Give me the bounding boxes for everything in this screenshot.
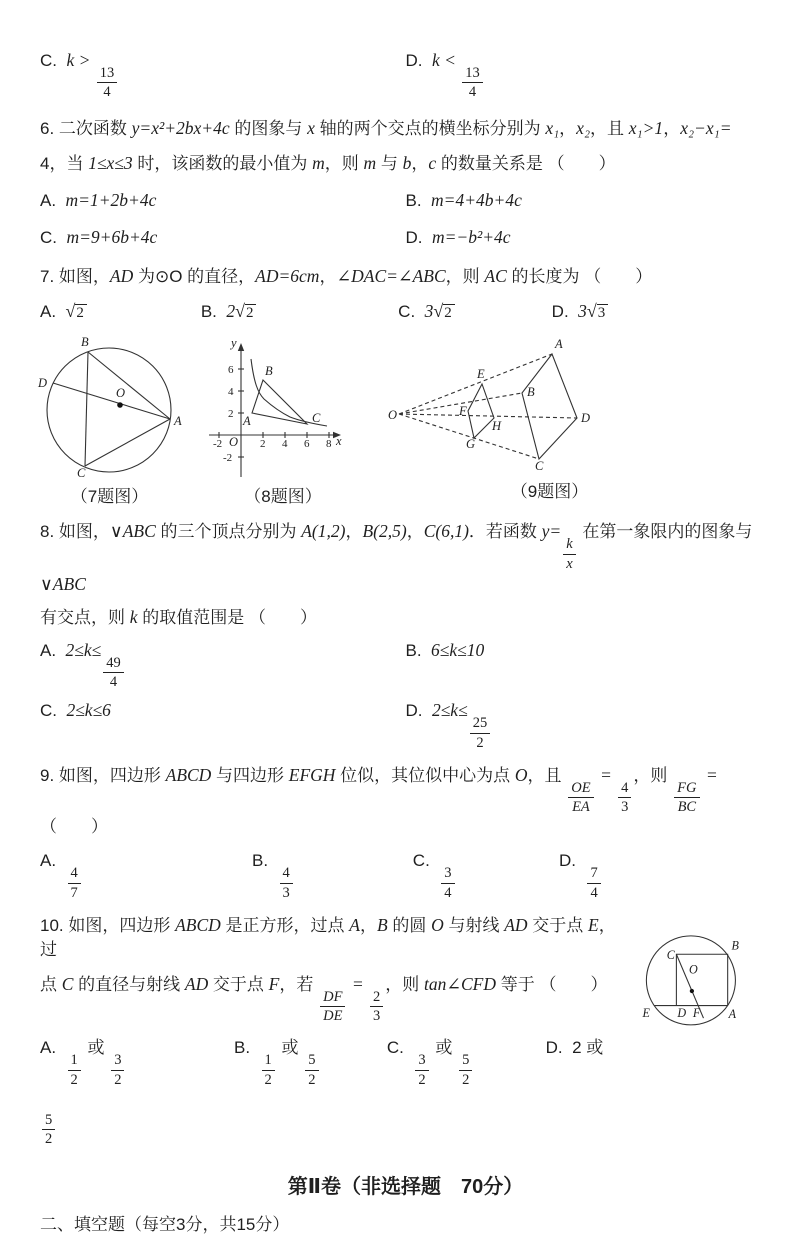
- math-run: AC: [484, 266, 507, 287]
- text-run: ，: [559, 119, 577, 139]
- q9-option-a: [40, 849, 252, 900]
- figures-row: [22, 333, 771, 507]
- q6-option-a: [40, 188, 406, 213]
- text-run: D.: [551, 302, 579, 322]
- text-run: ，且: [527, 765, 567, 785]
- y-tick-2: 2: [228, 408, 234, 421]
- point-label-c: C: [312, 411, 321, 426]
- fraction: $\frac{5}{2}$: [459, 1052, 472, 1087]
- q7-stem: [40, 264, 771, 289]
- math-run: =: [701, 764, 723, 785]
- axis-label-x: x: [336, 434, 342, 449]
- point-label-e: E: [477, 367, 485, 382]
- q9-options-row: [40, 849, 771, 900]
- fraction: $\frac{13}{4}$: [462, 65, 483, 100]
- text-run: 7. 如图，: [40, 267, 110, 287]
- math-run: m=−b²+4c: [431, 227, 511, 248]
- text-run: 6. 二次函数: [40, 119, 132, 139]
- fraction: $\frac{13}{4}$: [97, 65, 118, 100]
- fraction: $\frac{4}{3}$: [280, 865, 293, 900]
- math-run: C: [61, 973, 74, 994]
- text-run: ，: [411, 154, 429, 174]
- math-run: 6≤k≤10: [431, 639, 485, 660]
- fraction: $\frac{5}{2}$: [42, 1112, 55, 1147]
- text-run: 的取值范围是 （ ）: [137, 607, 317, 627]
- text-run: ．若函数: [468, 522, 542, 542]
- math-run: EFGH: [288, 764, 336, 785]
- point-label-d: D: [38, 376, 48, 391]
- text-run: ，则: [324, 154, 364, 174]
- part2-title: 第Ⅱ卷（非选择题 70分）: [287, 1176, 524, 1199]
- math-run: c: [428, 153, 437, 174]
- math-run: AD: [109, 266, 134, 287]
- text-run: B.: [200, 302, 227, 322]
- text-run: A.: [40, 851, 66, 871]
- y-tick--2: -2: [223, 452, 233, 465]
- fraction: $\frac{1}{2}$: [262, 1052, 275, 1087]
- q5-option-d: [406, 48, 772, 100]
- point-label-b: B: [81, 335, 89, 350]
- q7-options-row: [40, 299, 771, 325]
- text-run: B.: [234, 1038, 260, 1058]
- math-run: 2≤k≤6: [66, 700, 111, 721]
- text-run: C.: [386, 1038, 414, 1058]
- x-tick-4: 4: [282, 438, 288, 451]
- math-run: m=4+4b+4c: [431, 190, 522, 211]
- point-label-c: C: [666, 947, 675, 962]
- math-run: O: [514, 764, 528, 785]
- text-run: 的圆: [387, 915, 432, 935]
- q10-option-d: [546, 1036, 628, 1087]
- text-run: 的直径与射线: [73, 974, 185, 994]
- point-label-d: D: [581, 411, 591, 426]
- y-tick-6: 6: [228, 364, 234, 377]
- q7-option-b: [201, 299, 398, 325]
- fraction: $\frac{7}{4}$: [587, 865, 600, 900]
- text-run: 交于点: [527, 915, 588, 935]
- q6-options-row1: [40, 188, 771, 213]
- point-label-c: C: [535, 459, 544, 474]
- text-run: ，: [663, 119, 681, 139]
- math-run: m: [363, 153, 377, 174]
- q9-option-c: [413, 849, 559, 900]
- q10-option-d-continuation: [40, 1096, 771, 1147]
- q6-option-b: [406, 188, 772, 213]
- text-run: ，: [345, 522, 363, 542]
- math-run: C(6,1): [423, 521, 469, 542]
- text-run: D.: [405, 228, 432, 248]
- q8-option-b: [406, 638, 772, 690]
- text-run: 与四边形: [211, 765, 289, 785]
- text-run: 的长度为 （ ）: [506, 267, 653, 287]
- math-run: F: [268, 973, 280, 994]
- math-run: ∨ABC: [40, 573, 86, 594]
- circle-figure-q7: [27, 333, 192, 478]
- text-run: ，则: [445, 267, 485, 287]
- math-run: =: [347, 973, 368, 994]
- q5-options-row: [40, 48, 771, 100]
- math-run: m=9+6b+4c: [66, 227, 158, 248]
- fraction: $\frac{k}{x}$: [563, 536, 575, 571]
- text-run: ，若: [279, 974, 319, 994]
- text-run: B.: [405, 191, 432, 211]
- text-run: 是正方形，过点: [220, 915, 350, 935]
- point-label-g: G: [466, 437, 476, 452]
- text-run: 10. 如图，四边形: [40, 915, 176, 935]
- q8-option-a: [40, 638, 406, 690]
- math-run: m: [312, 153, 325, 174]
- text-run: ，则: [633, 765, 673, 785]
- text-run: C.: [40, 228, 67, 248]
- text-run: 在第一象限内的图象与: [577, 522, 758, 542]
- text-run: A.: [40, 640, 66, 660]
- math-run: 3: [578, 301, 587, 322]
- figure-9-caption: （9题图）: [510, 482, 589, 502]
- text-run: D.: [558, 851, 586, 871]
- point-label-a: A: [174, 414, 182, 429]
- figure-7: [22, 333, 197, 507]
- text-run: B.: [251, 851, 278, 871]
- math-run: A: [349, 914, 360, 935]
- center-label-o: O: [688, 962, 698, 977]
- q10-block: [40, 913, 771, 1088]
- math-run: B: [376, 914, 388, 935]
- fraction: $\frac{25}{2}$: [470, 715, 491, 750]
- text-run: 等于 （ ）: [496, 974, 608, 994]
- figure-8: [197, 333, 369, 507]
- q6-stem-line1: [40, 116, 771, 141]
- q6-stem-line2: [40, 151, 771, 176]
- q6-options-row2: [40, 225, 771, 250]
- point-label-d: D: [677, 1005, 687, 1020]
- math-run: x₁: [545, 118, 560, 139]
- text-run: ，过: [40, 915, 616, 959]
- sqrt-expression: √2: [66, 302, 87, 321]
- point-label-b: B: [731, 938, 739, 953]
- fraction: $\frac{FG}{BC}$: [674, 780, 699, 815]
- fraction: $\frac{1}{2}$: [68, 1052, 81, 1087]
- point-label-e: E: [642, 1005, 650, 1020]
- q5-option-c: [40, 48, 406, 100]
- text-run: 4，当: [40, 154, 89, 174]
- text-run: B.: [405, 640, 432, 660]
- math-run: 2≤k≤: [431, 700, 468, 721]
- text-run: 或: [276, 1038, 304, 1058]
- fraction: $\frac{3}{4}$: [441, 865, 454, 900]
- text-run: 的数量关系是 （ ）: [436, 154, 616, 174]
- text-run: A.: [40, 191, 66, 211]
- point-label-o: O: [116, 386, 126, 401]
- fill-in-section-title: 二、填空题（每空3分，共15分）: [40, 1215, 290, 1235]
- math-run: AD: [504, 914, 528, 935]
- q7-option-d: [552, 299, 771, 325]
- point-label-a: A: [728, 1006, 737, 1021]
- text-run: D. 2 或: [545, 1038, 604, 1058]
- text-run: 的图象与: [229, 119, 308, 139]
- fraction: $\frac{2}{3}$: [370, 989, 383, 1024]
- text-run: 轴的两个交点的横坐标分别为: [314, 119, 546, 139]
- text-run: 与射线: [443, 915, 505, 935]
- center-label-o: O: [388, 408, 398, 423]
- q10-option-b: [234, 1036, 387, 1087]
- math-run: A(1,2): [301, 521, 346, 542]
- text-run: C.: [40, 701, 67, 721]
- sqrt-expression: √3: [587, 302, 608, 321]
- figure-8-caption: （8题图）: [244, 487, 322, 507]
- math-run: x₂: [576, 118, 591, 139]
- x-tick-2: 2: [260, 438, 266, 451]
- text-run: 有交点，则: [40, 607, 130, 627]
- x-tick--2: -2: [213, 438, 223, 451]
- text-run: ，则: [385, 974, 424, 994]
- figure-9: [387, 333, 602, 502]
- q8-options-row1: [40, 638, 771, 690]
- text-run: 9. 如图，四边形: [40, 765, 166, 785]
- q7-option-a: [40, 299, 201, 325]
- text-run: ，且: [590, 119, 629, 139]
- point-label-a: A: [555, 337, 563, 352]
- point-label-b: B: [265, 364, 273, 379]
- math-run: 2: [226, 301, 236, 322]
- math-run: ABCD: [175, 914, 221, 935]
- math-run: ∠DAC=∠ABC: [336, 266, 446, 287]
- q10-option-a: [40, 1036, 234, 1087]
- text-run: 位似，其位似中心为点: [335, 765, 515, 785]
- text-run: ，: [319, 267, 337, 287]
- q9-stem: [40, 763, 771, 839]
- math-run: m=1+2b+4c: [65, 190, 157, 211]
- math-run: B(2,5): [362, 521, 407, 542]
- text-run: D.: [405, 701, 432, 721]
- fraction: $\frac{DF}{DE}$: [320, 989, 345, 1024]
- y-tick-4: 4: [228, 386, 234, 399]
- fraction: $\frac{49}{4}$: [103, 655, 124, 690]
- fraction: $\frac{3}{2}$: [415, 1052, 428, 1087]
- x-tick-8: 8: [326, 438, 332, 451]
- math-run: x₁>1: [628, 118, 664, 139]
- text-run: 点: [40, 974, 62, 994]
- q6-option-d: [406, 225, 772, 250]
- math-run: =: [595, 764, 617, 785]
- math-run: O: [431, 914, 444, 935]
- q8-option-d: [406, 698, 772, 750]
- text-run: C.: [398, 302, 425, 322]
- similar-quads-figure-q9: [387, 333, 602, 473]
- point-label-h: H: [492, 419, 502, 434]
- q10-options-row: [40, 1036, 628, 1087]
- text-run: 为⊙O 的直径，: [133, 267, 256, 287]
- text-run: C.: [40, 51, 67, 70]
- math-run: b: [402, 153, 412, 174]
- math-run: y=x²+2bx+4c: [131, 118, 230, 139]
- text-run: 交于点: [208, 974, 269, 994]
- math-run: AD=6cm: [255, 266, 320, 287]
- text-run: 或: [430, 1038, 458, 1058]
- math-run: k >: [66, 50, 95, 70]
- math-run: 1≤x≤3: [88, 153, 133, 174]
- plot-figure-q8: [203, 333, 363, 478]
- fraction: $\frac{4}{7}$: [68, 865, 81, 900]
- q9-option-b: [252, 849, 413, 900]
- math-run: x₂−x₁=: [680, 118, 732, 139]
- fraction: $\frac{5}{2}$: [305, 1052, 318, 1087]
- text-run: 的三个顶点分别为: [155, 522, 302, 542]
- q10-stem-line2: [40, 972, 628, 1024]
- math-run: ∨ABC: [109, 521, 156, 542]
- math-run: AD: [184, 973, 209, 994]
- axis-label-y: y: [231, 336, 237, 351]
- text-run: C.: [412, 851, 440, 871]
- text-run: A.: [40, 1038, 66, 1058]
- point-label-f: F: [692, 1005, 701, 1020]
- point-label-b: B: [527, 385, 535, 400]
- text-run: A.: [40, 302, 66, 322]
- math-run: 2≤k≤: [65, 639, 102, 660]
- q7-option-c: [398, 299, 552, 325]
- figure-7-caption: （7题图）: [70, 487, 149, 507]
- fraction: $\frac{OE}{EA}$: [568, 780, 593, 815]
- text-run: 8. 如图，: [40, 522, 110, 542]
- text-run: ，: [406, 522, 424, 542]
- q6-option-c: [40, 225, 406, 250]
- origin-label: O: [229, 435, 239, 450]
- sqrt-expression: √2: [235, 302, 256, 321]
- x-tick-6: 6: [304, 438, 310, 451]
- square-circle-figure-q10: [628, 917, 778, 1067]
- math-run: tan∠CFD: [423, 973, 497, 994]
- fraction: $\frac{3}{2}$: [111, 1052, 124, 1087]
- text-run: 与: [376, 154, 403, 174]
- math-run: 3: [424, 301, 434, 322]
- q8-stem-line2: [40, 605, 771, 630]
- text-run: （ ）: [40, 817, 108, 837]
- math-run: x: [307, 118, 315, 139]
- math-run: k: [129, 606, 138, 627]
- point-label-c: C: [77, 466, 86, 479]
- q10-option-c: [387, 1036, 546, 1087]
- text-run: ，: [359, 915, 377, 935]
- math-run: ABCD: [165, 764, 212, 785]
- math-run: y=: [541, 521, 562, 542]
- point-label-a: A: [243, 414, 251, 429]
- q8-stem-line1: [40, 519, 771, 596]
- figure-10: [628, 913, 771, 1088]
- q10-stem-line1: [40, 913, 628, 962]
- math-run: E: [587, 914, 599, 935]
- q8-option-c: [40, 698, 406, 750]
- q9-option-d: [559, 849, 771, 900]
- point-label-f: F: [459, 404, 467, 419]
- q8-options-row2: [40, 698, 771, 750]
- text-run: 时，该函数的最小值为: [132, 154, 313, 174]
- sqrt-expression: √2: [433, 302, 454, 321]
- text-run: 或: [82, 1038, 110, 1058]
- math-run: k <: [431, 50, 461, 70]
- fraction: $\frac{4}{3}$: [618, 780, 631, 815]
- text-run: D.: [405, 51, 432, 70]
- q10-text-column: [40, 913, 628, 1088]
